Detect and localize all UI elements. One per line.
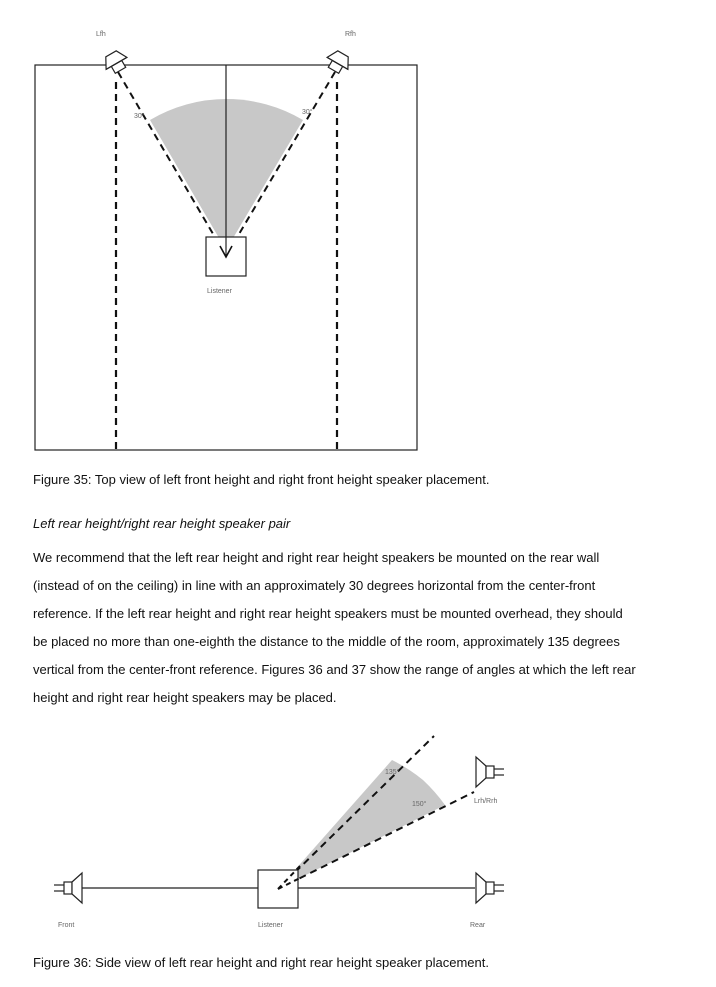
paragraph-line: We recommend that the left rear height and right rear height speakers be mounted on the rear wall (33, 550, 600, 565)
speaker-icon-front (54, 873, 82, 903)
paragraph-line: be placed no more than one-eighth the distance to the middle of the room, approximately 135 degrees (33, 634, 620, 649)
paragraph-line: vertical from the center-front reference. Figures 36 and 37 show the range of angles at which the left rear (33, 662, 636, 677)
speaker-icon-lfh (101, 48, 131, 76)
paragraph-line: (instead of on the ceiling) in line with an approximately 30 degrees horizontal from the center-front (33, 578, 596, 593)
angle-label-left: 30° (134, 113, 145, 120)
front-label: Front (58, 922, 75, 929)
paragraph-line: reference. If the left rear height and right rear height speakers must be mounted overhead, they should (33, 606, 623, 621)
body-paragraph (33, 544, 693, 712)
height-angle-wedge (278, 760, 445, 889)
speaker-label-rfh: Rfh (345, 31, 356, 38)
listener-label: Listener (207, 288, 232, 295)
figure-35-caption: Figure 35: Top view of left front height and right front height speaker placement. (33, 472, 490, 487)
angle-label-135: 135° (385, 769, 400, 776)
section-heading: Left rear height/right rear height speaker pair (33, 516, 291, 531)
rear-label: Rear (470, 922, 486, 929)
speaker-label-lfh: Lfh (96, 31, 106, 38)
speaker-icon-rfh (323, 48, 353, 76)
listener-label-side: Listener (258, 922, 283, 929)
speaker-icon-rear (476, 873, 504, 903)
speaker-icon-lrh-rrh (476, 757, 504, 787)
angle-label-right: 30° (302, 109, 313, 116)
figure-35-diagram (0, 0, 716, 470)
angle-label-150: 150° (412, 801, 427, 808)
figure-36-caption: Figure 36: Side view of left rear height and right rear height speaker placement. (33, 955, 489, 970)
paragraph-line: height and right rear height speakers may be placed. (33, 690, 337, 705)
speaker-label-lrh-rrh: Lrh/Rrh (474, 798, 498, 805)
figure-36-diagram (0, 720, 716, 950)
